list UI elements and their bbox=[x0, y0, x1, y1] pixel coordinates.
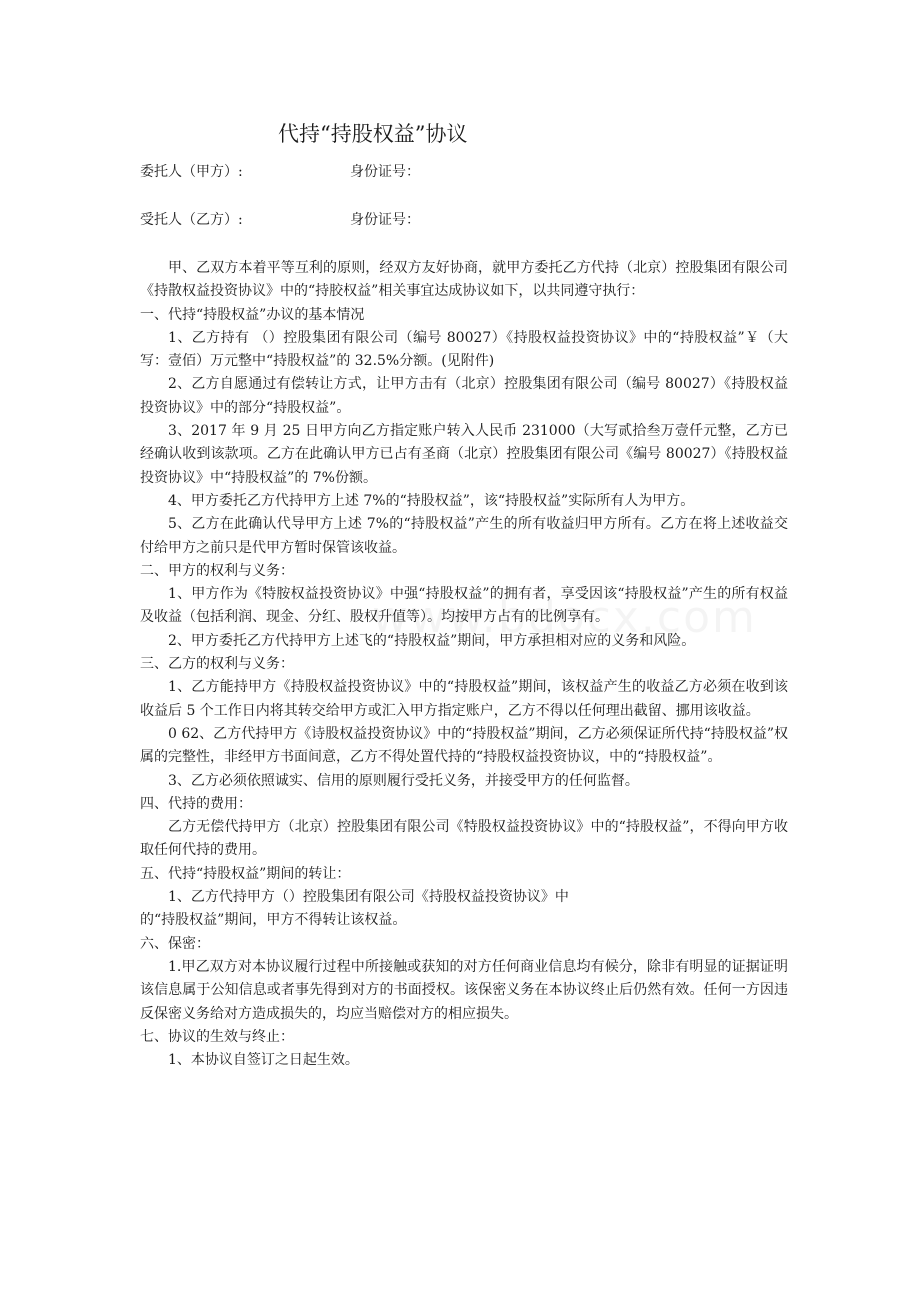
agreement-body bbox=[140, 257, 788, 1072]
section-heading: 七、协议的生效与终止： bbox=[140, 1028, 294, 1045]
clause-paragraph: 1、甲方作为《特胺权益投资协议》中强“持股权益”的拥有者，享受因该“持股权益”产生的所有权益及收益（包括利润、现金、分红、股权升值等）。均按甲方占有的比例享有。 bbox=[140, 586, 788, 626]
clause-continuation: 的“持股权益”期间，甲方不得转让该权益。 bbox=[140, 912, 407, 929]
clause-paragraph: 3、乙方必须依照诚实、信用的原则履行受托义务，并接受甲方的任何监督。 bbox=[168, 772, 639, 789]
intro-paragraph: 甲、乙双方本着平等互利的原则，经双方友好协商，就甲方委托乙方代持（北京）控股集团有限公司《持散权益投资协议》中的“持胶权益”相关事宜达成协议如下，以共同遵守执行： bbox=[140, 260, 788, 300]
section-heading: 六、保密： bbox=[140, 935, 210, 952]
clause-paragraph: 0 62、乙方代持甲方《诗股权益投资协议》中的“持股权益”期间，乙方必须保证所代持“持股权益”权属的完整性，非经甲方书面间意，乙方不得处置代持的“持股权益投资协议，中的“持股权益”。 bbox=[140, 725, 788, 766]
section-heading: 二、甲方的权利与义务： bbox=[140, 562, 294, 579]
clause-paragraph: 1、乙方能持甲方《持股权益投资协议》中的“持股权益”期间，该权益产生的收益乙方必须在收到该收益后 5 个工作日内将其转交给甲方或汇入甲方指定账户，乙方不得以任何理出截留、挪用该收益。 bbox=[140, 679, 788, 719]
party-b-id-label: 身份证号： bbox=[350, 212, 420, 228]
section-heading: 五、代持“持股权益”期间的转让： bbox=[140, 865, 351, 882]
party-b-label: 受托人（乙方）: bbox=[140, 212, 243, 228]
clause-paragraph: 2、乙方自愿通过有偿转让方式，让甲方击有（北京）控股集团有限公司（编号 80027）《持股权益投资协议》中的部分“持股权益”。 bbox=[140, 376, 788, 416]
party-a-label: 委托人（甲方）: bbox=[140, 164, 243, 180]
clause-paragraph: 1、乙方代持甲方（）控股集团有限公司《持股权益投资协议》中 bbox=[168, 889, 569, 906]
section-heading: 一、代持“持股权益”办议的基本情况 bbox=[140, 306, 365, 323]
clause-paragraph: 乙方无偿代持甲方（北京）控股集团有限公司《特股权益投资协议》中的“持股权益”，不得向甲方收取任何代持的费用。 bbox=[140, 819, 788, 859]
page-title: 代持“持股权益”协议 bbox=[278, 122, 468, 146]
section-heading: 三、乙方的权利与义务： bbox=[140, 656, 294, 673]
section-heading: 四、代持的费用： bbox=[140, 795, 252, 812]
clause-paragraph: 4、甲方委托乙方代持甲方上述 7%的“持股权益”，该“持股权益”实际所有人为甲方。 bbox=[168, 492, 695, 509]
clause-paragraph: 1、乙方持有 （）控股集团有限公司（编号 80027）《持股权益投资协议》中的“持股权益”￥（大写：壹佰）万元整中“持股权益”的 32.5%分额。(见附件) bbox=[140, 329, 788, 370]
clause-paragraph: 1、本协议自签订之日起生效。 bbox=[168, 1052, 359, 1069]
clause-paragraph: 1.甲乙双方对本协议履行过程中所接触或获知的对方任何商业信息均有候分，除非有明显的证据证明该信息属于公知信息或者事先得到对方的书面授权。该保密义务在本协议终止后仍然有效。任何一方因违反保密义务给对方造成损失的，均应当赔偿对方的相应损失。 bbox=[140, 958, 788, 1022]
clause-paragraph: 3、2017 年 9 月 25 日甲方向乙方指定账户转入人民币 231000（大写贰拾叁万壹仟元整，乙方已经确认收到该款项。乙方在此确认甲方已占有圣商（北京）控股集团有限公司《编号 80027）《持股权益投资协议》中“持股权益”的 7%份额。 bbox=[140, 423, 788, 486]
clause-paragraph: 2、甲方委托乙方代持甲方上述飞的“持股权益”期间，甲方承担相对应的义务和风险。 bbox=[168, 632, 696, 649]
party-a-id-label: 身份证号： bbox=[350, 164, 420, 180]
clause-paragraph: 5、乙方在此确认代导甲方上述 7%的“持股权益”产生的所有收益归甲方所有。乙方在将上述收益交付给甲方之前只是代甲方暂时保管该收益。 bbox=[140, 516, 788, 556]
